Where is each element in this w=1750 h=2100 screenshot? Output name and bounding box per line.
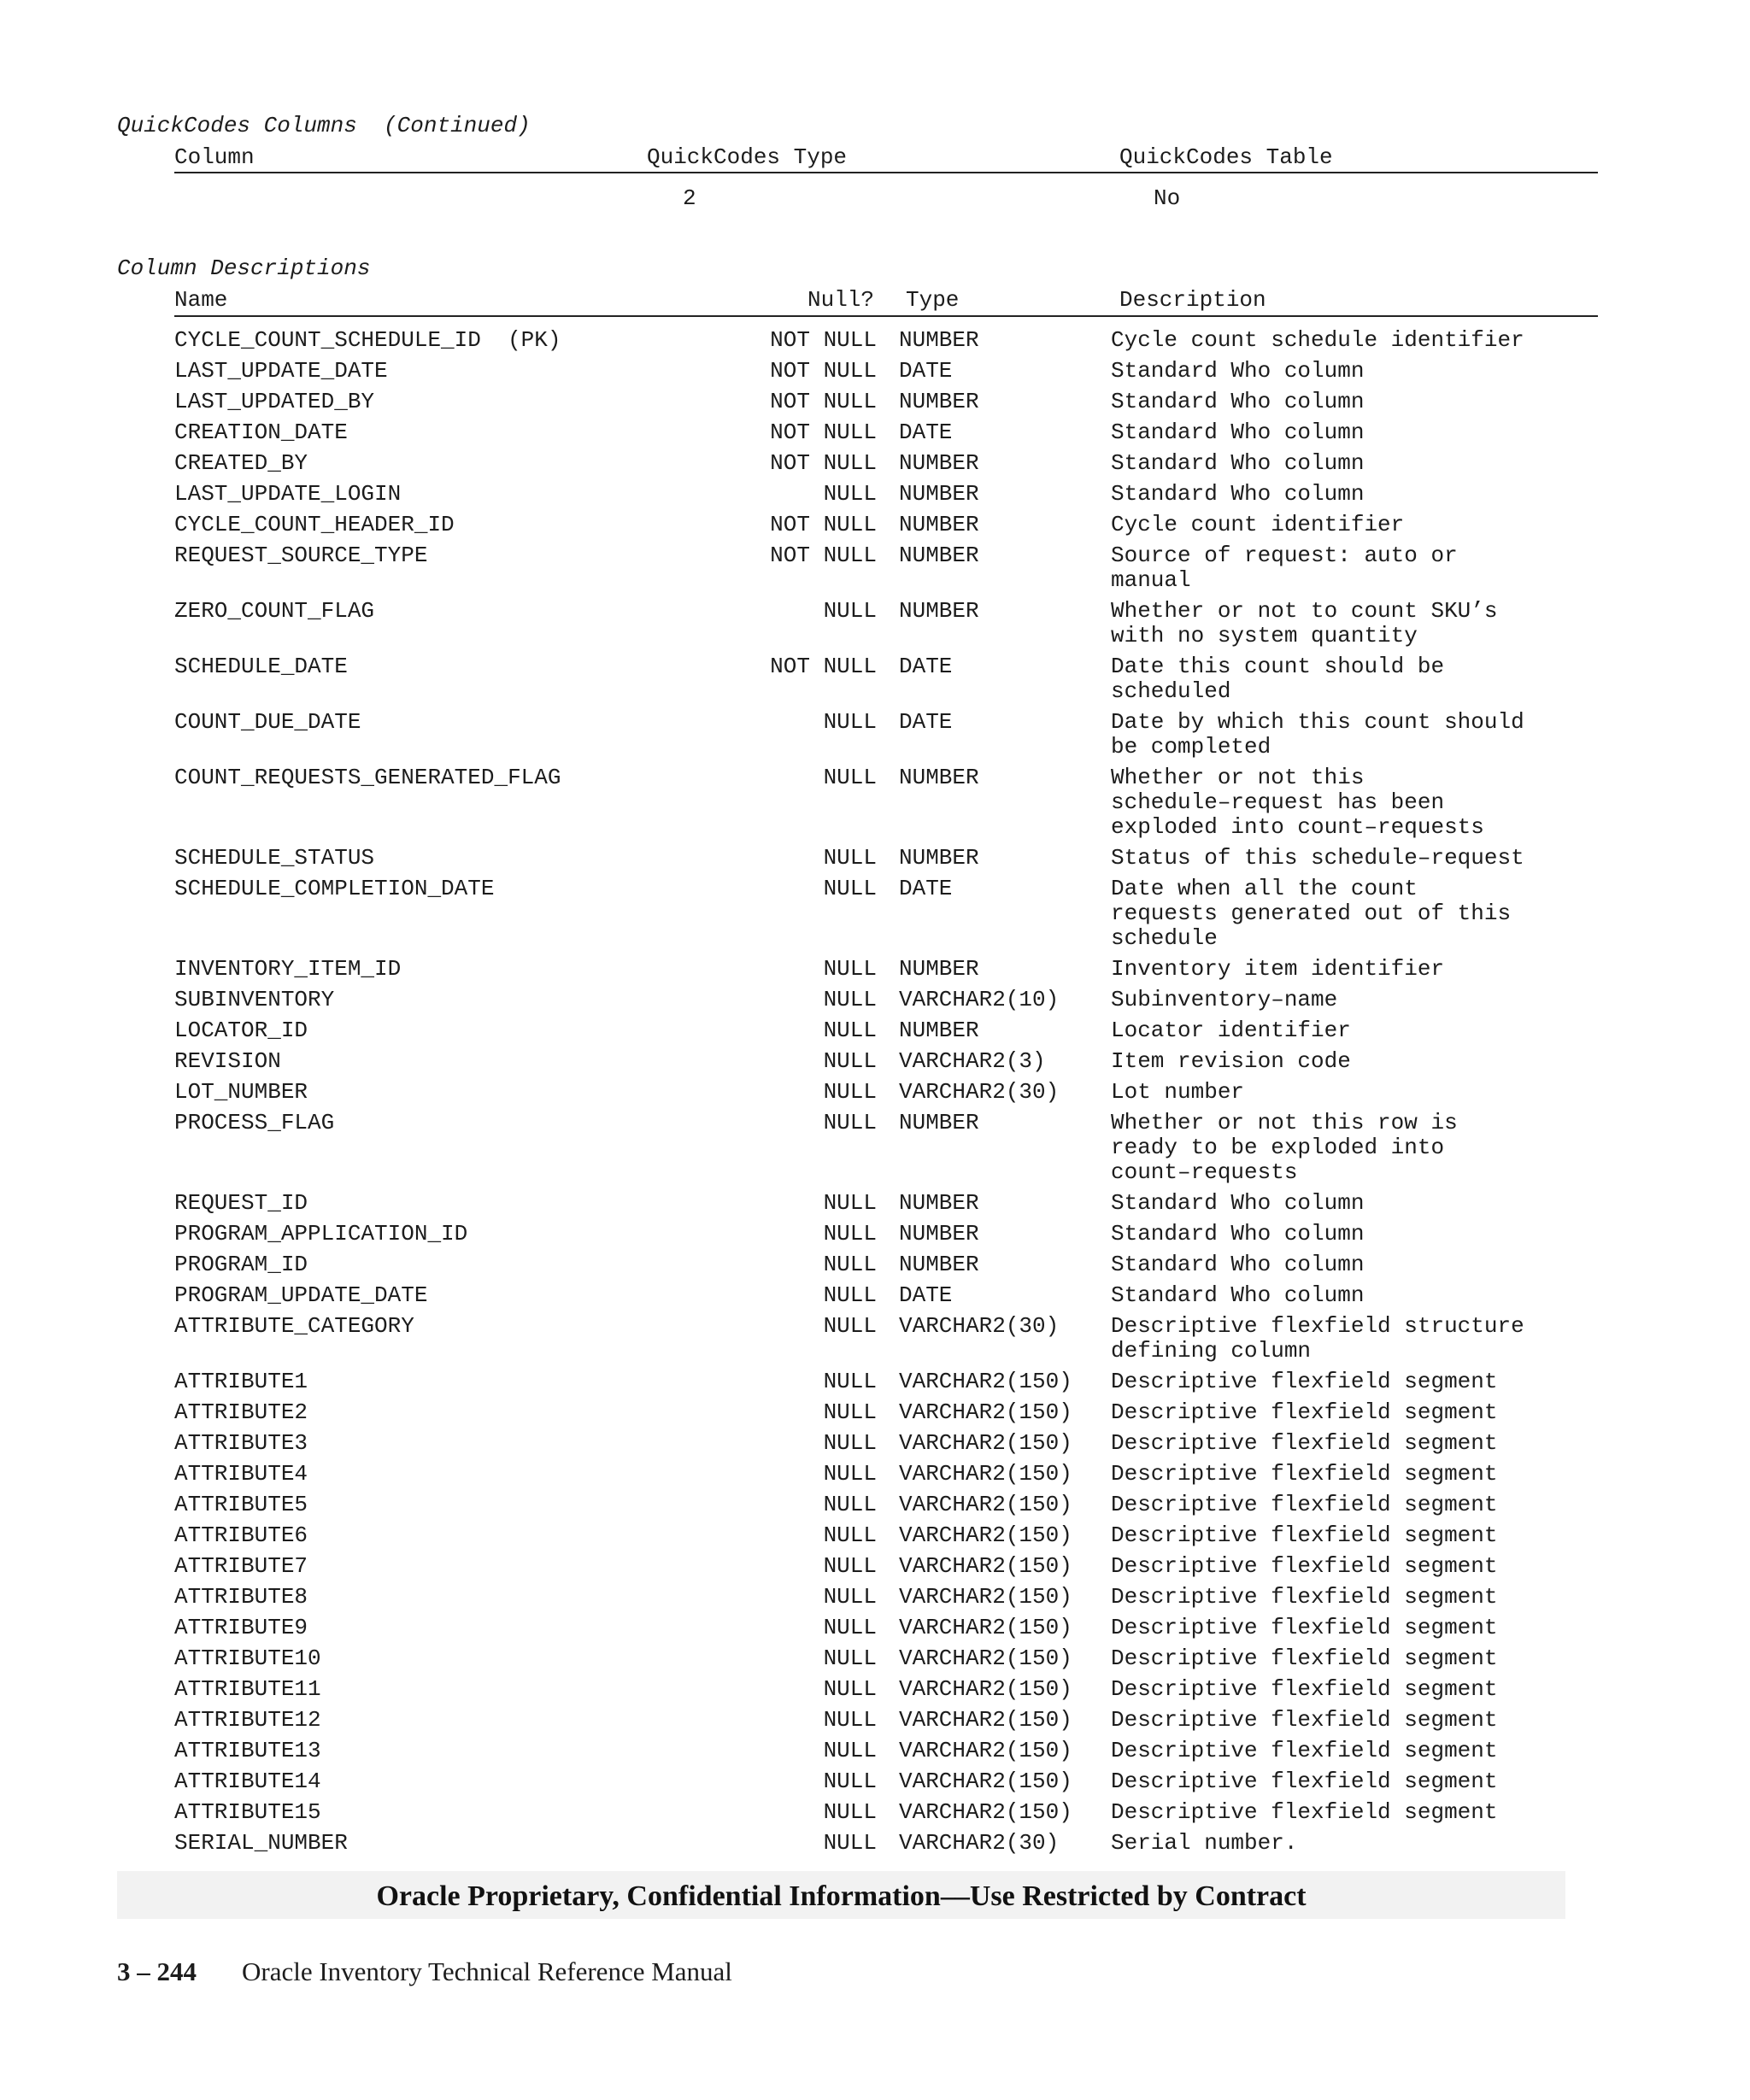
column-null: NOT NULL — [770, 512, 877, 537]
column-null: NULL — [823, 1615, 877, 1640]
column-type: NUMBER — [899, 389, 979, 414]
column-description: Cycle count identifier — [1111, 512, 1405, 537]
column-null: NULL — [823, 1769, 877, 1794]
header-null: Null? — [807, 287, 875, 313]
column-type: NUMBER — [899, 450, 979, 476]
column-description: Standard Who column — [1111, 1252, 1365, 1277]
column-name: CYCLE_COUNT_SCHEDULE_ID (PK) — [174, 327, 561, 353]
column-null: NULL — [823, 1282, 877, 1308]
column-null: NULL — [823, 956, 877, 982]
quickcodes-heading: QuickCodes Columns (Continued) — [117, 113, 531, 138]
column-name: ATTRIBUTE7 — [174, 1553, 308, 1579]
column-description: Descriptive flexfield segment — [1111, 1799, 1498, 1825]
column-null: NULL — [823, 1676, 877, 1702]
column-name: SCHEDULE_COMPLETION_DATE — [174, 876, 495, 901]
column-null: NOT NULL — [770, 419, 877, 445]
quickcodes-header-rule — [174, 172, 1598, 173]
column-name: CREATION_DATE — [174, 419, 348, 445]
column-name: LAST_UPDATE_DATE — [174, 358, 388, 384]
column-type: VARCHAR2(150) — [899, 1553, 1072, 1579]
column-description: Status of this schedule–request — [1111, 845, 1524, 871]
column-type: NUMBER — [899, 956, 979, 982]
column-name: ATTRIBUTE4 — [174, 1461, 308, 1487]
column-type: DATE — [899, 709, 953, 735]
column-name: PROGRAM_ID — [174, 1252, 308, 1277]
column-description: Whether or not this row is ready to be exploded into count–requests — [1111, 1110, 1458, 1185]
column-descriptions-heading: Column Descriptions — [117, 255, 371, 281]
column-type: VARCHAR2(150) — [899, 1461, 1072, 1487]
column-type: VARCHAR2(150) — [899, 1738, 1072, 1763]
column-null: NOT NULL — [770, 389, 877, 414]
column-null: NULL — [823, 1738, 877, 1763]
column-name: ATTRIBUTE9 — [174, 1615, 308, 1640]
column-description: Date when all the count requests generated out of this schedule — [1111, 876, 1512, 951]
column-name: REVISION — [174, 1048, 281, 1074]
column-type: NUMBER — [899, 1252, 979, 1277]
column-null: NULL — [823, 1584, 877, 1610]
column-type: NUMBER — [899, 1190, 979, 1216]
column-null: NULL — [823, 1799, 877, 1825]
column-description: Lot number — [1111, 1079, 1245, 1105]
column-name: ATTRIBUTE3 — [174, 1430, 308, 1456]
column-name: ATTRIBUTE12 — [174, 1707, 321, 1733]
column-null: NOT NULL — [770, 327, 877, 353]
column-description: Descriptive flexfield segment — [1111, 1645, 1498, 1671]
column-type: NUMBER — [899, 1221, 979, 1247]
column-type: VARCHAR2(30) — [899, 1313, 1060, 1339]
column-name: INVENTORY_ITEM_ID — [174, 956, 402, 982]
column-type: DATE — [899, 654, 953, 679]
column-description: Standard Who column — [1111, 481, 1365, 507]
column-name: PROCESS_FLAG — [174, 1110, 335, 1135]
column-null: NULL — [823, 598, 877, 624]
column-null: NULL — [823, 1369, 877, 1394]
column-type: VARCHAR2(150) — [899, 1584, 1072, 1610]
column-description: Serial number. — [1111, 1830, 1298, 1856]
column-type: NUMBER — [899, 1018, 979, 1043]
column-name: ATTRIBUTE11 — [174, 1676, 321, 1702]
column-type: VARCHAR2(150) — [899, 1369, 1072, 1394]
column-name: SCHEDULE_DATE — [174, 654, 348, 679]
column-type: NUMBER — [899, 845, 979, 871]
column-description: Descriptive flexfield segment — [1111, 1461, 1498, 1487]
column-description: Cycle count schedule identifier — [1111, 327, 1524, 353]
page-number: 3 – 244 — [117, 1956, 197, 1986]
column-description: Date by which this count should be completed — [1111, 709, 1524, 760]
confidential-banner-text: Oracle Proprietary, Confidential Information––Use Restricted by Contract — [376, 1880, 1307, 1912]
column-description: Inventory item identifier — [1111, 956, 1445, 982]
column-null: NULL — [823, 765, 877, 790]
descriptions-header-rule — [174, 315, 1598, 317]
column-type: VARCHAR2(150) — [899, 1799, 1072, 1825]
column-description: Descriptive flexfield segment — [1111, 1430, 1498, 1456]
column-description: Descriptive flexfield segment — [1111, 1553, 1498, 1579]
column-description: Descriptive flexfield segment — [1111, 1584, 1498, 1610]
quickcodes-table-value: No — [1154, 185, 1181, 211]
column-type: VARCHAR2(150) — [899, 1615, 1072, 1640]
column-type: NUMBER — [899, 543, 979, 568]
column-name: LOT_NUMBER — [174, 1079, 308, 1105]
column-name: LAST_UPDATED_BY — [174, 389, 375, 414]
column-null: NULL — [823, 1048, 877, 1074]
column-name: LAST_UPDATE_LOGIN — [174, 481, 402, 507]
column-name: ZERO_COUNT_FLAG — [174, 598, 375, 624]
column-type: NUMBER — [899, 512, 979, 537]
column-type: VARCHAR2(3) — [899, 1048, 1046, 1074]
header-description: Description — [1119, 287, 1266, 313]
column-name: COUNT_REQUESTS_GENERATED_FLAG — [174, 765, 561, 790]
column-description: Descriptive flexfield segment — [1111, 1399, 1498, 1425]
confidential-banner — [117, 1871, 1565, 1919]
column-name: SUBINVENTORY — [174, 987, 335, 1012]
column-type: NUMBER — [899, 765, 979, 790]
column-null: NULL — [823, 876, 877, 901]
column-null: NULL — [823, 1110, 877, 1135]
column-null: NULL — [823, 1430, 877, 1456]
column-null: NULL — [823, 1190, 877, 1216]
column-description: Descriptive flexfield structure defining column — [1111, 1313, 1524, 1364]
column-type: VARCHAR2(150) — [899, 1676, 1072, 1702]
column-name: ATTRIBUTE6 — [174, 1522, 308, 1548]
column-description: Descriptive flexfield segment — [1111, 1369, 1498, 1394]
column-name: ATTRIBUTE2 — [174, 1399, 308, 1425]
column-description: Descriptive flexfield segment — [1111, 1769, 1498, 1794]
column-description: Standard Who column — [1111, 1221, 1365, 1247]
column-type: NUMBER — [899, 481, 979, 507]
column-name: PROGRAM_APPLICATION_ID — [174, 1221, 468, 1247]
column-null: NULL — [823, 987, 877, 1012]
column-description: Descriptive flexfield segment — [1111, 1707, 1498, 1733]
column-description: Date this count should be scheduled — [1111, 654, 1445, 704]
column-null: NULL — [823, 1553, 877, 1579]
column-description: Whether or not to count SKU’s with no system quantity — [1111, 598, 1498, 648]
quickcodes-col-type: QuickCodes Type — [647, 144, 848, 170]
column-type: VARCHAR2(150) — [899, 1430, 1072, 1456]
column-null: NULL — [823, 1079, 877, 1105]
column-name: CYCLE_COUNT_HEADER_ID — [174, 512, 455, 537]
column-type: DATE — [899, 358, 953, 384]
column-name: REQUEST_SOURCE_TYPE — [174, 543, 428, 568]
column-null: NULL — [823, 1461, 877, 1487]
column-description: Standard Who column — [1111, 389, 1365, 414]
column-name: ATTRIBUTE1 — [174, 1369, 308, 1394]
column-name: ATTRIBUTE_CATEGORY — [174, 1313, 414, 1339]
column-name: ATTRIBUTE10 — [174, 1645, 321, 1671]
quickcodes-col-column: Column — [174, 144, 255, 170]
column-name: ATTRIBUTE8 — [174, 1584, 308, 1610]
column-null: NULL — [823, 845, 877, 871]
column-description: Standard Who column — [1111, 450, 1365, 476]
column-name: LOCATOR_ID — [174, 1018, 308, 1043]
column-null: NULL — [823, 481, 877, 507]
column-type: DATE — [899, 419, 953, 445]
manual-title: Oracle Inventory Technical Reference Manual — [242, 1956, 732, 1986]
column-name: ATTRIBUTE15 — [174, 1799, 321, 1825]
column-null: NULL — [823, 709, 877, 735]
column-type: DATE — [899, 1282, 953, 1308]
column-null: NOT NULL — [770, 358, 877, 384]
column-null: NULL — [823, 1707, 877, 1733]
column-name: ATTRIBUTE14 — [174, 1769, 321, 1794]
header-type: Type — [906, 287, 960, 313]
header-name: Name — [174, 287, 228, 313]
column-description: Descriptive flexfield segment — [1111, 1676, 1498, 1702]
column-type: VARCHAR2(150) — [899, 1492, 1072, 1517]
column-null: NOT NULL — [770, 543, 877, 568]
column-null: NOT NULL — [770, 654, 877, 679]
column-type: DATE — [899, 876, 953, 901]
column-null: NULL — [823, 1645, 877, 1671]
column-name: ATTRIBUTE13 — [174, 1738, 321, 1763]
column-type: VARCHAR2(150) — [899, 1399, 1072, 1425]
column-type: NUMBER — [899, 1110, 979, 1135]
column-type: VARCHAR2(150) — [899, 1769, 1072, 1794]
column-name: PROGRAM_UPDATE_DATE — [174, 1282, 428, 1308]
column-description: Source of request: auto or manual — [1111, 543, 1458, 593]
column-name: ATTRIBUTE5 — [174, 1492, 308, 1517]
column-type: NUMBER — [899, 598, 979, 624]
column-type: VARCHAR2(10) — [899, 987, 1060, 1012]
column-description: Standard Who column — [1111, 358, 1365, 384]
column-description: Descriptive flexfield segment — [1111, 1738, 1498, 1763]
column-null: NULL — [823, 1830, 877, 1856]
quickcodes-col-table: QuickCodes Table — [1119, 144, 1333, 170]
column-description: Subinventory–name — [1111, 987, 1338, 1012]
column-description: Standard Who column — [1111, 1282, 1365, 1308]
column-description: Standard Who column — [1111, 1190, 1365, 1216]
column-type: VARCHAR2(150) — [899, 1707, 1072, 1733]
column-description: Whether or not this schedule–request has been exploded into count–requests — [1111, 765, 1484, 840]
column-null: NULL — [823, 1313, 877, 1339]
column-type: VARCHAR2(30) — [899, 1079, 1060, 1105]
column-null: NOT NULL — [770, 450, 877, 476]
column-type: VARCHAR2(30) — [899, 1830, 1060, 1856]
quickcodes-type-value: 2 — [683, 185, 696, 211]
column-description: Item revision code — [1111, 1048, 1351, 1074]
column-name: CREATED_BY — [174, 450, 308, 476]
column-type: VARCHAR2(150) — [899, 1522, 1072, 1548]
column-null: NULL — [823, 1018, 877, 1043]
column-type: VARCHAR2(150) — [899, 1645, 1072, 1671]
column-null: NULL — [823, 1522, 877, 1548]
column-null: NULL — [823, 1399, 877, 1425]
column-description: Descriptive flexfield segment — [1111, 1615, 1498, 1640]
column-description: Descriptive flexfield segment — [1111, 1492, 1498, 1517]
column-description: Descriptive flexfield segment — [1111, 1522, 1498, 1548]
column-null: NULL — [823, 1492, 877, 1517]
column-null: NULL — [823, 1221, 877, 1247]
column-name: SCHEDULE_STATUS — [174, 845, 375, 871]
column-description: Standard Who column — [1111, 419, 1365, 445]
column-description: Locator identifier — [1111, 1018, 1351, 1043]
column-name: COUNT_DUE_DATE — [174, 709, 361, 735]
column-null: NULL — [823, 1252, 877, 1277]
column-type: NUMBER — [899, 327, 979, 353]
column-name: REQUEST_ID — [174, 1190, 308, 1216]
column-name: SERIAL_NUMBER — [174, 1830, 348, 1856]
